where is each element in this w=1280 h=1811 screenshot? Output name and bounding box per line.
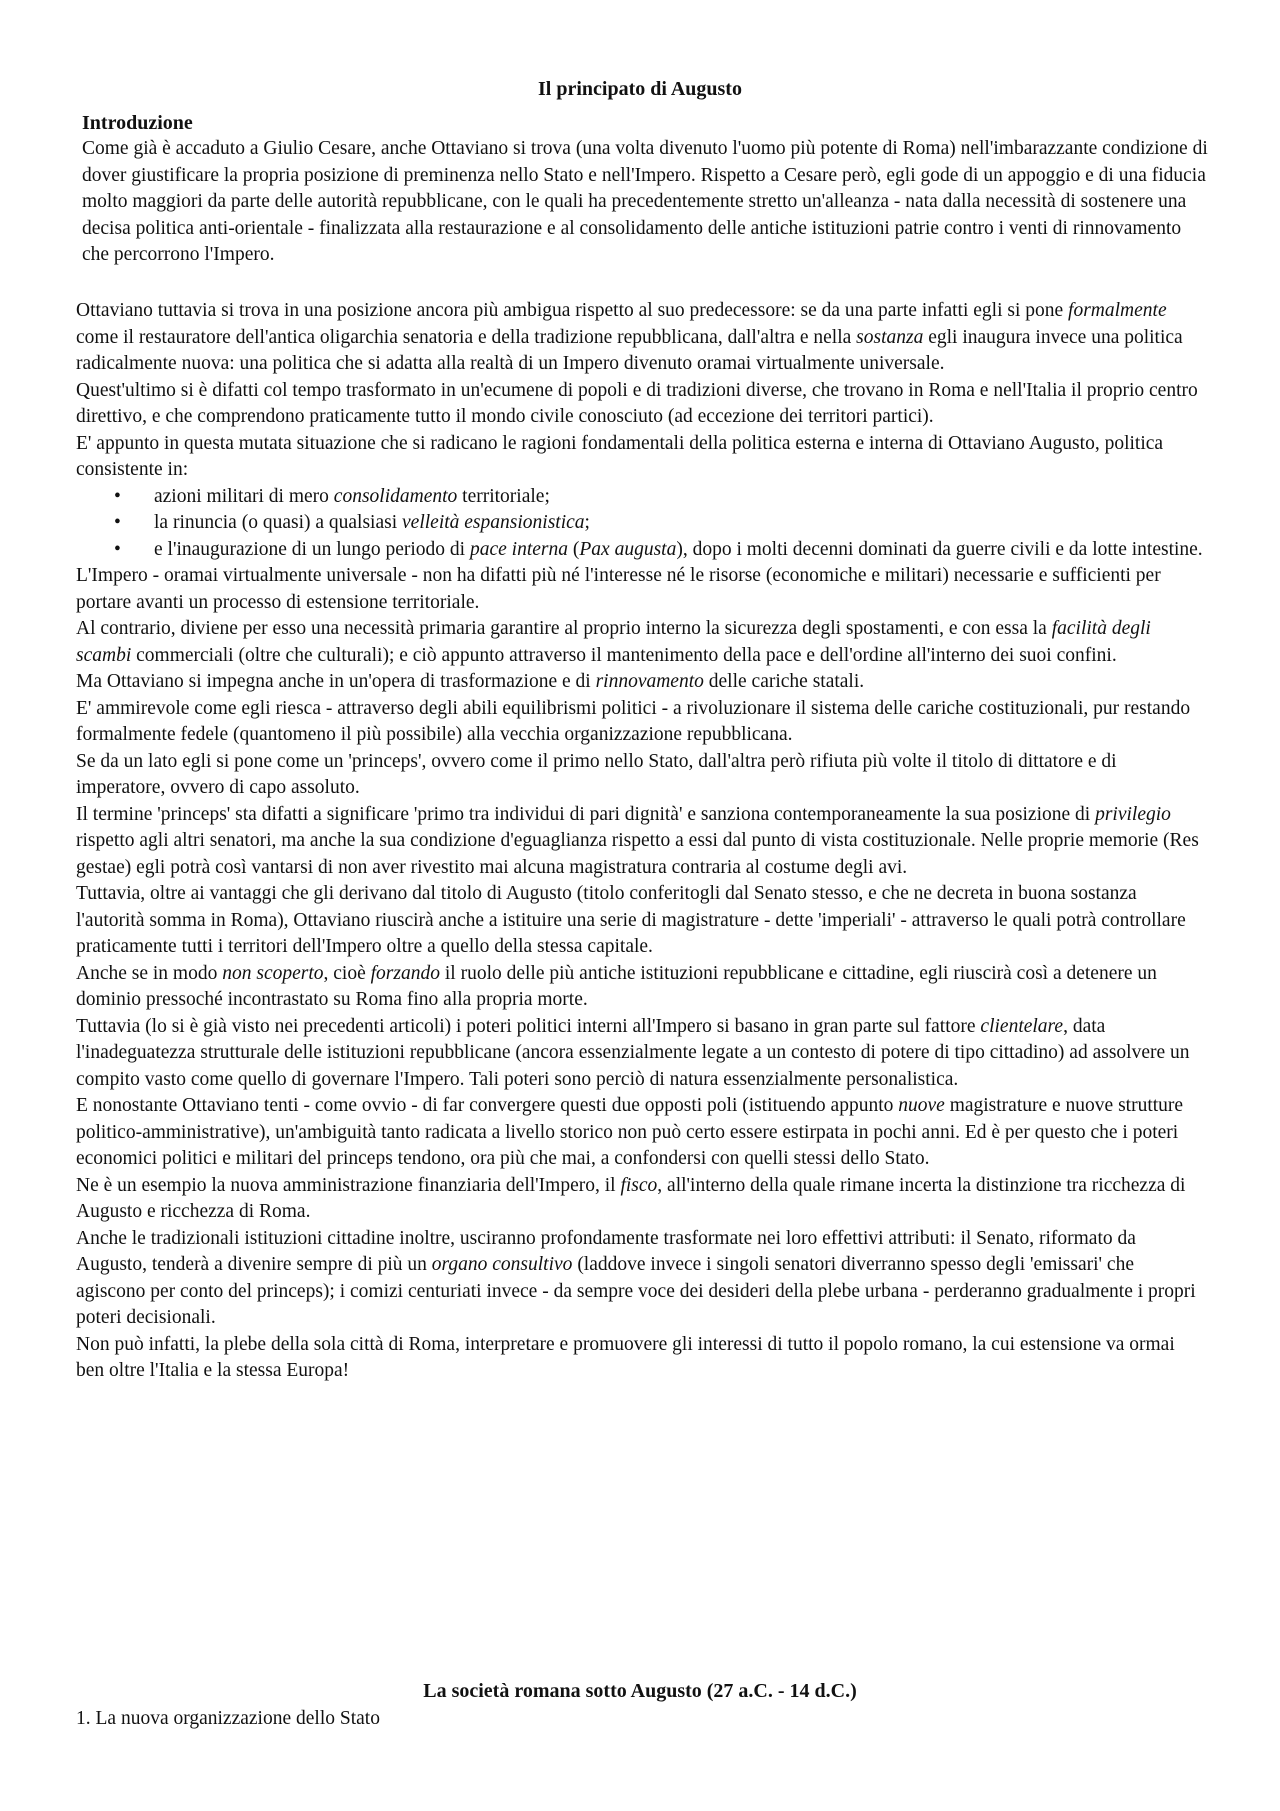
page-title: Il principato di Augusto	[538, 78, 742, 100]
list-item: • azioni militari di mero consolidamento territoriale;	[76, 484, 1206, 511]
paragraph: Ottaviano tuttavia si trova in una posizione ancora più ambigua rispetto al suo predecessore: se da una parte infatti egli si pone formalmente come il restauratore dell'antica oligarchia senatoria e della tradizione repubblicana, dall'altra e nella sostanza egli inaugura invece una politica radicalmente nuova: una politica che si adatta alla realtà di un Impero divenuto oramai virtualmente universale.	[76, 300, 1183, 374]
intro-paragraph: Come già è accaduto a Giulio Cesare, anche Ottaviano si trova (una volta divenuto l'uomo più potente di Roma) nell'imbarazzante condizione di dover giustificare la propria posizione di preminenza nello Stato e nell'Impero. Rispetto a Cesare però, egli gode di un appoggio e di una fiducia molto maggiori da parte delle autorità repubblicane, con le quali ha precedentemente stretto un'alleanza - nata dalla necessità di sostenere una decisa politica anti-orientale - finalizzata alla restaurazione e al consolidamento delle antiche istituzioni patrie contro i venti di rinnovamento che percorrono l'Impero.	[82, 138, 1208, 265]
paragraph: Quest'ultimo si è difatti col tempo trasformato in un'ecumene di popoli e di tradizioni diverse, che trovano in Roma e nell'Italia il proprio centro direttivo, e che comprendono praticamente tutto il mondo civile conosciuto (ad eccezione dei territori partici).	[76, 379, 1198, 427]
list-item: • e l'inaugurazione di un lungo periodo di pace interna (Pax augusta), dopo i molti decenni dominati da guerre civili e da lotte intestine.	[76, 537, 1206, 564]
main-text	[76, 298, 1206, 1385]
paragraph: L'Impero - oramai virtualmente universale - non ha difatti più né l'interesse né le risorse (economiche e militari) necessarie e sufficienti per portare avanti un processo di estensione territoriale.	[76, 565, 1161, 613]
paragraph: E' ammirevole come egli riesca - attraverso degli abili equilibrismi politici - a rivoluzionare il sistema delle cariche costituzionali, pur restando formalmente fedele (quantomeno il più possibile) alla vecchia organizzazione repubblicana.	[76, 697, 1191, 745]
paragraph: Anche se in modo non scoperto, cioè forzando il ruolo delle più antiche istituzioni repubblicane e cittadine, egli riuscirà così a detenere un dominio pressoché incontrastato su Roma fino alla propria morte.	[76, 962, 1157, 1010]
paragraph: Il termine 'princeps' sta difatti a significare 'primo tra individui di pari dignità' e sanziona contemporaneamente la sua posizione di privilegio rispetto agli altri senatori, ma anche la sua condizione d'eguaglianza rispetto a essi dal punto di vista costituzionale. Nelle proprie memorie (Res gestae) egli potrà così vantarsi di non aver rivestito mai alcuna magistratura contraria al costume degli avi.	[76, 803, 1199, 878]
paragraph: Ne è un esempio la nuova amministrazione finanziaria dell'Impero, il fisco, all'interno della quale rimane incerta la distinzione tra ricchezza di Augusto e ricchezza di Roma.	[76, 1174, 1186, 1222]
section-title: La società romana sotto Augusto (27 a.C. - 14 d.C.)	[423, 1680, 857, 1702]
intro-block	[82, 110, 1212, 269]
paragraph: E' appunto in questa mutata situazione che si radicano le ragioni fondamentali della politica esterna e interna di Ottaviano Augusto, politica consistente in:	[76, 432, 1164, 480]
paragraph: Al contrario, diviene per esso una necessità primaria garantire al proprio interno la sicurezza degli spostamenti, e con essa la facilità degli scambi commerciali (oltre che culturali); e ciò appunto attraverso il mantenimento della pace e dell'ordine all'interno dei suoi confini.	[76, 618, 1151, 666]
bullet-list	[76, 484, 1206, 564]
section-subtitle: 1. La nuova organizzazione dello Stato	[76, 1708, 380, 1729]
paragraph: Anche le tradizionali istituzioni cittadine inoltre, usciranno profondamente trasformate nei loro effettivi attributi: il Senato, riformato da Augusto, tenderà a divenire sempre di più un organo consultivo (laddove invece i singoli senatori diverranno spesso degli 'emissari' che agiscono per conto del princeps); i comizi centuriati invece - da sempre voce dei desideri della plebe urbana - perderanno gradualmente i propri poteri decisionali.	[76, 1227, 1196, 1328]
paragraph: Non può infatti, la plebe della sola città di Roma, interpretare e promuovere gli interessi di tutto il popolo romano, la cui estensione va ormai ben oltre l'Italia e la stessa Europa!	[76, 1333, 1175, 1381]
intro-heading: Introduzione	[82, 112, 193, 134]
paragraph: E nonostante Ottaviano tenti - come ovvio - di far convergere questi due opposti poli (istituendo appunto nuove magistrature e nuove strutture politico-amministrative), un'ambiguità tanto radicata a livello storico non può certo essere estirpata in pochi anni. Ed è per questo che i poteri economici politici e militari del princeps tendono, ora più che mai, a confondersi con quelli stessi dello Stato.	[76, 1095, 1184, 1169]
list-item: • la rinuncia (o quasi) a qualsiasi velleità espansionistica;	[76, 510, 1206, 537]
paragraph: Tuttavia, oltre ai vantaggi che gli derivano dal titolo di Augusto (titolo conferitogli dal Senato stesso, e che ne decreta in buona sostanza l'autorità somma in Roma), Ottaviano riuscirà anche a istituire una serie di magistrature - dette 'imperiali' - attraverso le quali potrà controllare praticamente tutti i territori dell'Impero oltre a quello della stessa capitale.	[76, 883, 1186, 957]
paragraph: Ma Ottaviano si impegna anche in un'opera di trasformazione e di rinnovamento delle cariche statali.	[76, 671, 865, 692]
paragraph: Tuttavia (lo si è già visto nei precedenti articoli) i poteri politici interni all'Impero si basano in gran parte sul fattore clientelare, data l'inadeguatezza strutturale delle istituzioni repubblicane (ancora essenzialmente legate a un contesto di potere di tipo cittadino) ad assolvere un compito vasto come quello di governare l'Impero. Tali poteri sono perciò di natura essenzialmente personalistica.	[76, 1015, 1190, 1090]
paragraph: Se da un lato egli si pone come un 'princeps', ovvero come il primo nello Stato, dall'altra però rifiuta più volte il titolo di dittatore e di imperatore, ovvero di capo assoluto.	[76, 750, 1117, 798]
